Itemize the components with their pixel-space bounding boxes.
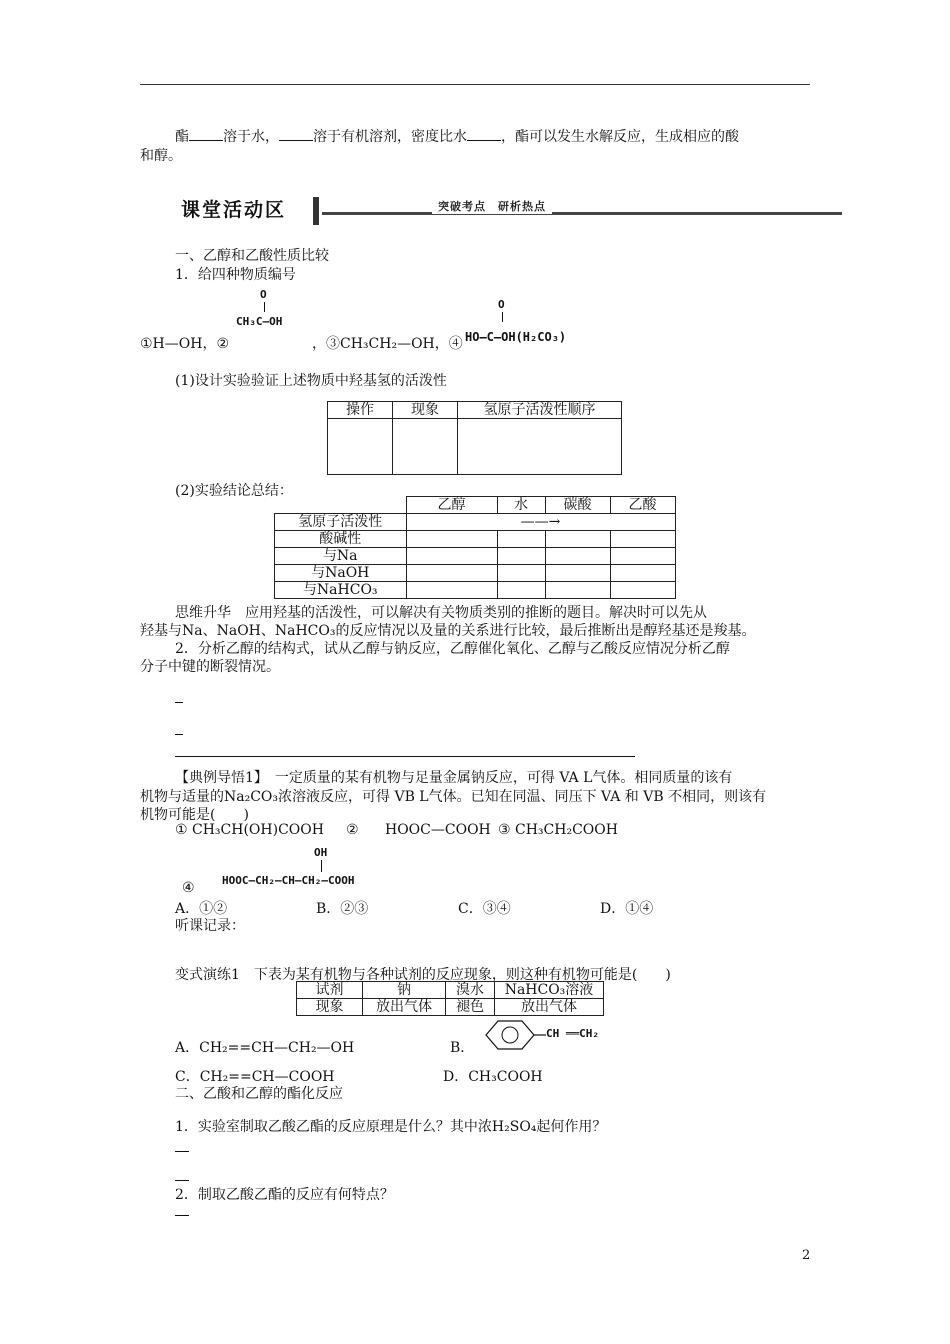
section1-item1: 1．给四种物质编号 xyxy=(175,267,296,283)
choice-d: D．①④ xyxy=(600,901,654,917)
struct4-structure: HOOC—CH₂—CH—CH₂—COOH xyxy=(222,874,355,887)
section2-heading: 二、乙酸和乙醇的酯化反应 xyxy=(175,1086,343,1102)
table-reagents xyxy=(296,981,604,1016)
table-cell xyxy=(406,565,497,582)
option-4: ④ xyxy=(182,880,195,896)
table-row xyxy=(275,548,676,565)
variant-choice-a: A．CH₂==CH—CH₂—OH xyxy=(175,1040,355,1056)
substances-line-a: ①H—OH，② xyxy=(140,336,229,352)
table-row xyxy=(275,582,676,599)
carbonic-acid-bond xyxy=(502,312,503,322)
acetic-acid-bond xyxy=(264,302,265,312)
banner-bar xyxy=(313,197,319,225)
example1-line-2: 机物与适量的Na₂CO₃浓溶液反应，可得 VB L气体。已知在同温、同压下 VA 和 VB 不相同，则该有 xyxy=(140,789,767,805)
answer-line xyxy=(175,756,635,757)
table-cell: 钠 xyxy=(363,982,446,999)
table-cell xyxy=(406,548,497,565)
table-cell xyxy=(610,531,675,548)
substances-line-b: ，③CH₃CH₂—OH，④ xyxy=(312,336,463,352)
question-2: (2)实验结论总结： xyxy=(175,483,293,499)
table-row xyxy=(275,531,676,548)
section2-q1: 1．实验室制取乙酸乙酯的反应原理是什么？其中浓H₂SO₄起何作用？ xyxy=(175,1119,607,1135)
activity-arrow: ——→ xyxy=(406,514,675,531)
table-cell xyxy=(610,548,675,565)
carbonic-acid-o: O xyxy=(498,298,505,311)
think-line-1: 思维升华 应用羟基的活泼性，可以解决有关物质类别的推断的题目。解决时可以先从 xyxy=(175,605,707,621)
table-cell xyxy=(497,548,545,565)
table-cell xyxy=(497,582,545,599)
table-header: 现象 xyxy=(393,402,458,419)
table-cell xyxy=(545,548,610,565)
table-cell xyxy=(545,565,610,582)
table-header: 操作 xyxy=(328,402,393,419)
table-row xyxy=(275,565,676,582)
row-label: 与Na xyxy=(275,548,407,565)
section2-q2: 2．制取乙酸乙酯的反应有何特点？ xyxy=(175,1187,394,1203)
table-cell: 现象 xyxy=(297,999,363,1016)
page-number: 2 xyxy=(802,1248,811,1263)
question-1: (1)设计实验验证上述物质中羟基氢的活泼性 xyxy=(175,373,447,389)
option-1: ① CH₃CH(OH)COOH xyxy=(175,822,324,838)
table-cell xyxy=(610,582,675,599)
table-cell xyxy=(406,582,497,599)
table-cell xyxy=(497,531,545,548)
think-line-2: 羟基与Na、NaOH、NaHCO₃的反应情况以及量的关系进行比较，最后推断出是醇羟基还是羧基。 xyxy=(140,623,756,639)
item2-line-1: 2．分析乙醇的结构式，试从乙醇与钠反应，乙醇催化氧化、乙醇与乙酸反应情况分析乙醇 xyxy=(175,641,730,657)
table-header: 氢原子活泼性顺序 xyxy=(458,402,622,419)
example1-line-3: 机物可能是( ) xyxy=(140,807,249,823)
answer-mark xyxy=(175,702,183,703)
row-label: 酸碱性 xyxy=(275,531,407,548)
row-label: 氢原子活泼性 xyxy=(275,514,407,531)
choice-b: B．②③ xyxy=(316,901,369,917)
table-header xyxy=(275,497,407,514)
record-label: 听课记录： xyxy=(175,918,245,934)
table-row xyxy=(328,402,622,419)
table-header: 水 xyxy=(497,497,545,514)
variant-choice-b: B． xyxy=(450,1040,475,1056)
header-rule xyxy=(140,84,810,85)
table-row xyxy=(297,999,604,1016)
variant1-line: 变式演练1 下表为某有机物与各种试剂的反应现象，则这种有机物可能是( ) xyxy=(175,967,671,983)
table-cell xyxy=(328,419,393,475)
table-cell xyxy=(458,419,622,475)
benzene-ring-icon xyxy=(478,1018,548,1052)
table-header: 乙酸 xyxy=(610,497,675,514)
example1-line-1: 【典例导悟1】 一定质量的某有机物与足量金属钠反应，可得 VA L气体。相同质量的该有 xyxy=(175,770,733,786)
option-2-formula: HOOC—COOH xyxy=(385,822,491,838)
table-row xyxy=(275,514,676,531)
intro-line-2: 和醇。 xyxy=(140,148,182,164)
choice-a: A．①② xyxy=(175,901,228,917)
table-cell: NaHCO₃溶液 xyxy=(495,982,604,999)
table-row xyxy=(275,497,676,514)
acetic-acid-structure: CH₃C—OH xyxy=(236,315,283,328)
table-cell xyxy=(610,565,675,582)
table-activity xyxy=(327,401,622,475)
table-conclusion xyxy=(274,496,676,599)
acetic-acid-o: O xyxy=(260,288,267,301)
option-2: ② xyxy=(346,822,359,838)
variant-choice-d: D．CH₃COOH xyxy=(443,1069,543,1085)
section1-heading: 一、乙醇和乙酸性质比较 xyxy=(175,248,329,264)
answer-mark xyxy=(175,1151,189,1152)
table-row xyxy=(297,982,604,999)
table-cell: 放出气体 xyxy=(363,999,446,1016)
item2-line-2: 分子中键的断裂情况。 xyxy=(140,659,280,675)
option-3: ③ CH₃CH₂COOH xyxy=(498,822,618,838)
carbonic-acid-structure: HO—C—OH(H₂CO₃) xyxy=(465,330,567,344)
struct4-oh: OH xyxy=(314,846,328,859)
table-row xyxy=(328,419,622,475)
answer-mark xyxy=(175,734,183,735)
section-banner xyxy=(175,197,315,225)
table-header: 乙醇 xyxy=(406,497,497,514)
table-cell xyxy=(545,582,610,599)
answer-mark xyxy=(175,1180,189,1181)
table-cell xyxy=(406,531,497,548)
banner-title: 课堂活动区 xyxy=(175,197,316,223)
banner-line xyxy=(322,212,842,215)
styrene-vinyl: CH ══CH₂ xyxy=(546,1027,599,1040)
table-cell: 试剂 xyxy=(297,982,363,999)
table-cell: 溴水 xyxy=(446,982,495,999)
table-cell xyxy=(545,531,610,548)
table-cell xyxy=(393,419,458,475)
variant-choice-c: C．CH₂==CH—COOH xyxy=(175,1069,335,1085)
table-cell: 褪色 xyxy=(446,999,495,1016)
banner-subtitle: 突破考点 研析热点 xyxy=(432,198,552,214)
struct4-bond xyxy=(321,860,322,872)
row-label: 与NaOH xyxy=(275,565,407,582)
table-cell: 放出气体 xyxy=(495,999,604,1016)
row-label: 与NaHCO₃ xyxy=(275,582,407,599)
choice-c: C．③④ xyxy=(458,901,511,917)
table-cell xyxy=(497,565,545,582)
answer-mark xyxy=(175,1215,189,1216)
intro-line-1: 酯 溶于水， 溶于有机溶剂，密度比水 ，酯可以发生水解反应，生成相应的酸 xyxy=(175,126,739,146)
table-header: 碳酸 xyxy=(545,497,610,514)
